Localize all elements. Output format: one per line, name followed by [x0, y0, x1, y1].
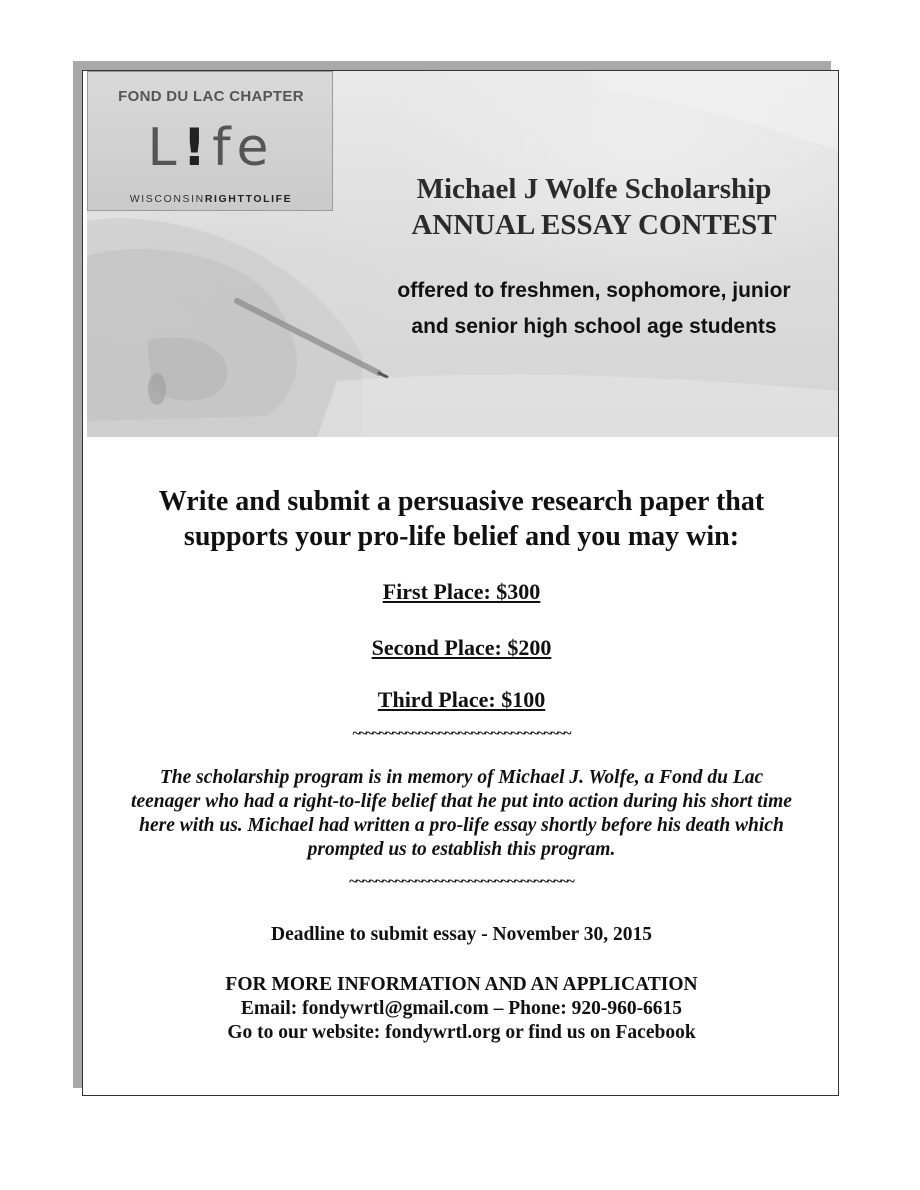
logo-letters-fe: fe	[212, 118, 275, 178]
logo-exclamation: !	[182, 118, 213, 178]
headline-line-1: Write and submit a persuasive research paper that	[158, 486, 765, 517]
info-email-phone: Email: fondywrtl@gmail.com – Phone: 920-960-6615	[240, 998, 683, 1019]
offer-line-1: offered to freshmen, sophomore, junior	[397, 279, 791, 302]
headline-line-2: supports your pro-life belief and you may win:	[183, 521, 740, 552]
logo-tagline	[88, 193, 334, 205]
offer-line-2: and senior high school age students	[411, 315, 777, 338]
eligibility-text	[349, 273, 839, 345]
memorial-paragraph	[83, 766, 839, 862]
memory-line-4: prompted us to establish this program.	[307, 839, 616, 860]
tilde-divider-top: ~~~~~~~~~~~~~~~~~~~~~~~~~~~~~~~~~	[352, 726, 571, 742]
header-banner	[87, 71, 839, 437]
title-line-2: ANNUAL ESSAY CONTEST	[411, 209, 777, 241]
life-logo	[87, 71, 333, 211]
second-place-prize: Second Place: $200	[371, 635, 552, 660]
logo-chapter-text: FOND DU LAC CHAPTER	[118, 88, 304, 105]
logo-letter-l: L	[147, 118, 183, 178]
tilde-divider-bottom: ~~~~~~~~~~~~~~~~~~~~~~~~~~~~~~~~~~	[349, 874, 574, 890]
memory-line-1: The scholarship program is in memory of Michael J. Wolfe, a Fond du Lac	[159, 767, 764, 788]
logo-wordmark	[88, 118, 334, 178]
flyer	[82, 70, 839, 1096]
logo-tagline-light: WISCONSIN	[129, 193, 205, 205]
contact-info	[83, 973, 839, 1045]
headline	[83, 484, 839, 554]
info-website: Go to our website: fondywrtl.org or find us on Facebook	[227, 1022, 696, 1043]
title-line-1: Michael J Wolfe Scholarship	[416, 173, 772, 205]
first-place-prize: First Place: $300	[382, 579, 541, 604]
memory-line-3: here with us. Michael had written a pro-life essay shortly before his death which	[139, 815, 784, 836]
info-heading: FOR MORE INFORMATION AND AN APPLICATION	[225, 974, 698, 995]
contest-title	[349, 171, 839, 243]
third-place-prize: Third Place: $100	[377, 687, 546, 712]
logo-tagline-bold: RIGHTTOLIFE	[204, 193, 293, 205]
deadline-text: Deadline to submit essay - November 30, 2015	[271, 924, 652, 945]
memory-line-2: teenager who had a right-to-life belief that he put into action during his short time	[131, 791, 792, 812]
